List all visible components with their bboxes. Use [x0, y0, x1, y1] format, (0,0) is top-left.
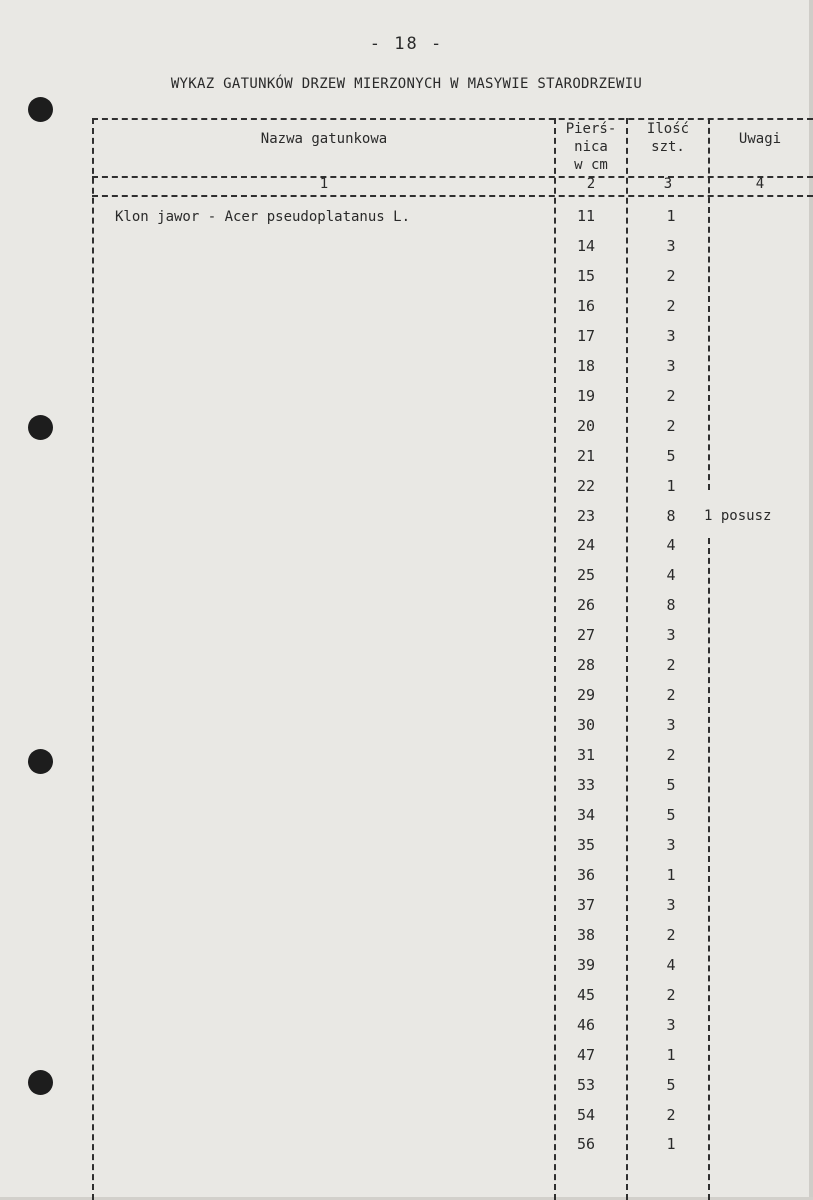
column-divider-3-lower	[708, 538, 710, 1200]
circumference-cell: 54	[576, 1106, 596, 1124]
count-cell: 2	[666, 297, 676, 315]
count-cell: 2	[666, 746, 676, 764]
count-cell: 3	[666, 357, 676, 375]
circumference-cell: 18	[576, 357, 596, 375]
punch-hole	[28, 749, 53, 774]
circumference-cell: 31	[576, 746, 596, 764]
remark-cell: 1 posusz	[704, 508, 772, 524]
page-number: - 18 -	[369, 34, 444, 54]
column-divider-2	[626, 118, 628, 1200]
circumference-cell: 45	[576, 986, 596, 1004]
column-number-1: 1	[319, 176, 329, 192]
count-cell: 2	[666, 387, 676, 405]
count-cell: 8	[666, 596, 676, 614]
header-count: Ilość szt.	[646, 121, 690, 155]
column-number-separator	[92, 195, 813, 197]
column-divider-3-upper	[708, 118, 710, 490]
circumference-cell: 33	[576, 776, 596, 794]
count-cell: 1	[666, 1135, 676, 1153]
header-circumference: Pierś- nica w cm	[565, 121, 617, 173]
circumference-cell: 22	[576, 477, 596, 495]
circumference-cell: 28	[576, 656, 596, 674]
circumference-cell: 56	[576, 1135, 596, 1153]
count-cell: 5	[666, 447, 676, 465]
document-title: WYKAZ GATUNKÓW DRZEW MIERZONYCH W MASYWIE STARODRZEWIU	[170, 76, 643, 92]
circumference-cell: 36	[576, 866, 596, 884]
circumference-cell: 21	[576, 447, 596, 465]
count-cell: 4	[666, 536, 676, 554]
column-number-3: 3	[663, 176, 673, 192]
count-cell: 1	[666, 477, 676, 495]
table-left-border	[92, 118, 94, 1200]
circumference-cell: 27	[576, 626, 596, 644]
count-cell: 5	[666, 1076, 676, 1094]
header-species-name: Nazwa gatunkowa	[260, 131, 388, 147]
count-cell: 3	[666, 1016, 676, 1034]
circumference-cell: 19	[576, 387, 596, 405]
circumference-cell: 23	[576, 507, 596, 525]
count-cell: 3	[666, 626, 676, 644]
column-number-2: 2	[586, 176, 596, 192]
count-cell: 2	[666, 926, 676, 944]
circumference-cell: 35	[576, 836, 596, 854]
count-cell: 5	[666, 776, 676, 794]
circumference-cell: 15	[576, 267, 596, 285]
count-cell: 3	[666, 896, 676, 914]
count-cell: 3	[666, 836, 676, 854]
count-cell: 8	[666, 507, 676, 525]
circumference-cell: 16	[576, 297, 596, 315]
punch-hole	[28, 1070, 53, 1095]
count-cell: 2	[666, 686, 676, 704]
circumference-cell: 25	[576, 566, 596, 584]
count-cell: 2	[666, 1106, 676, 1124]
punch-hole	[28, 415, 53, 440]
circumference-cell: 17	[576, 327, 596, 345]
circumference-cell: 14	[576, 237, 596, 255]
circumference-cell: 11	[576, 207, 596, 225]
header-remarks: Uwagi	[738, 131, 782, 147]
count-cell: 2	[666, 267, 676, 285]
count-cell: 1	[666, 866, 676, 884]
count-cell: 2	[666, 986, 676, 1004]
circumference-cell: 29	[576, 686, 596, 704]
count-cell: 3	[666, 716, 676, 734]
count-cell: 4	[666, 956, 676, 974]
circumference-cell: 38	[576, 926, 596, 944]
circumference-cell: 46	[576, 1016, 596, 1034]
punch-hole	[28, 97, 53, 122]
count-cell: 2	[666, 417, 676, 435]
count-cell: 4	[666, 566, 676, 584]
circumference-cell: 53	[576, 1076, 596, 1094]
circumference-cell: 24	[576, 536, 596, 554]
count-cell: 2	[666, 656, 676, 674]
circumference-cell: 37	[576, 896, 596, 914]
count-cell: 3	[666, 237, 676, 255]
count-cell: 1	[666, 1046, 676, 1064]
circumference-cell: 47	[576, 1046, 596, 1064]
count-cell: 5	[666, 806, 676, 824]
species-name: Klon jawor - Acer pseudoplatanus L.	[115, 209, 411, 225]
circumference-cell: 39	[576, 956, 596, 974]
count-cell: 1	[666, 207, 676, 225]
circumference-cell: 30	[576, 716, 596, 734]
column-number-4: 4	[755, 176, 765, 192]
count-cell: 3	[666, 327, 676, 345]
circumference-cell: 26	[576, 596, 596, 614]
circumference-cell: 34	[576, 806, 596, 824]
circumference-cell: 20	[576, 417, 596, 435]
